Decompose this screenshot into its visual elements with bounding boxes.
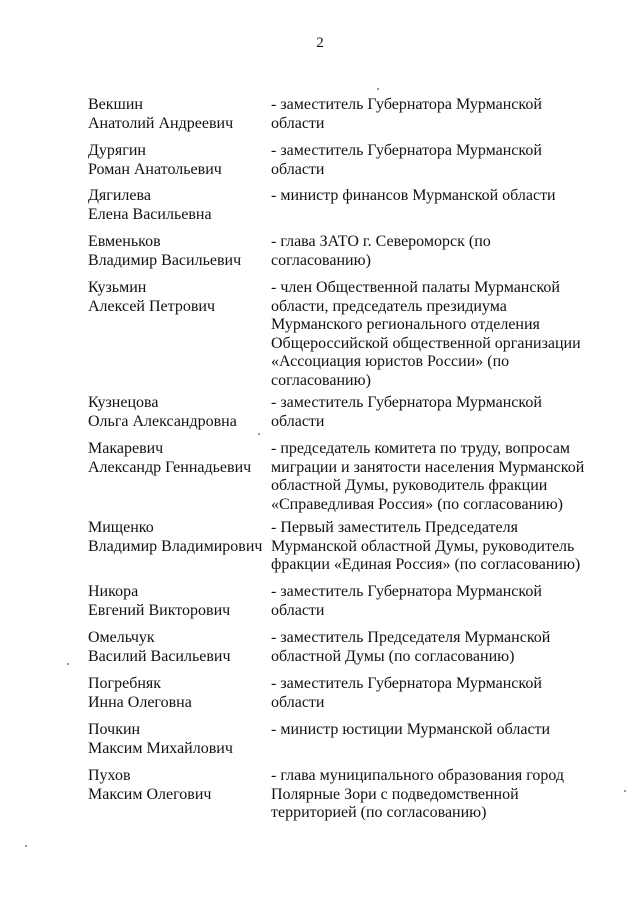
member-position: [271, 96, 586, 133]
position-line: согласованию): [271, 251, 371, 269]
member-given-names: Инна Олеговна: [88, 693, 192, 711]
position-line: - заместитель Губернатора Мурманской: [271, 96, 542, 113]
position-line: Общероссийской общественной организации: [271, 334, 581, 352]
position-line: - министр финансов Мурманской области: [271, 187, 556, 204]
member-given-names: Владимир Владимирович: [88, 537, 263, 555]
position-line: области: [271, 693, 325, 711]
member-surname: Кузьмин: [88, 279, 147, 296]
member-surname: Дурягин: [88, 142, 146, 159]
member-name: [88, 96, 266, 133]
member-given-names: Роман Анатольевич: [88, 160, 222, 178]
member-name: [88, 233, 266, 270]
position-line: - Первый заместитель Председателя: [271, 519, 518, 536]
member-given-names: Елена Васильевна: [88, 205, 212, 223]
member-surname: Евменьков: [88, 233, 161, 250]
position-line: области: [271, 601, 325, 619]
member-position: [271, 629, 586, 666]
member-given-names: Василий Васильевич: [88, 647, 231, 665]
position-line: области: [271, 160, 325, 178]
member-position: [271, 519, 586, 575]
position-line: - заместитель Председателя Мурманской: [271, 629, 551, 646]
member-given-names: Владимир Васильевич: [88, 251, 242, 269]
scan-speck: [258, 433, 260, 435]
member-given-names: Анатолий Андреевич: [88, 114, 234, 132]
position-line: областной Думы, руководитель фракции: [271, 477, 548, 494]
position-line: «Ассоциация юристов России» (по: [271, 353, 510, 370]
member-name: [88, 675, 266, 712]
member-surname: Мищенко: [88, 519, 154, 536]
member-surname: Векшин: [88, 96, 143, 113]
position-line: Мурманского регионального отделения: [271, 316, 540, 333]
member-name: [88, 519, 266, 556]
member-surname: Погребняк: [88, 675, 162, 692]
member-given-names: Евгений Викторович: [88, 601, 231, 619]
position-line: Мурманской областной Думы, руководитель: [271, 537, 575, 555]
member-position: [271, 394, 586, 431]
member-position: [271, 767, 586, 823]
position-line: - председатель комитета по труду, вопросам: [271, 440, 571, 457]
position-line: «Справедливая Россия» (по согласованию): [271, 495, 563, 513]
member-name: [88, 187, 266, 224]
member-surname: Кузнецова: [88, 394, 159, 411]
scan-speck: [67, 663, 69, 665]
member-surname: Никора: [88, 583, 139, 600]
member-given-names: Алексей Петрович: [88, 297, 215, 315]
member-given-names: Максим Олегович: [88, 785, 212, 803]
position-line: миграции и занятости населения Мурманской: [271, 458, 585, 476]
member-surname: Макаревич: [88, 440, 164, 457]
member-given-names: Ольга Александровна: [88, 412, 237, 430]
member-position: [271, 142, 586, 179]
position-line: области, председатель президиума: [271, 297, 507, 315]
member-position: [271, 583, 586, 620]
member-name: [88, 629, 266, 666]
member-name: [88, 767, 266, 804]
member-position: [271, 233, 586, 270]
position-line: Полярные Зори с подведомственной: [271, 785, 519, 803]
member-name: [88, 721, 266, 758]
position-line: фракции «Единая Россия» (по согласованию): [271, 556, 581, 573]
page-number: 2: [316, 35, 324, 51]
member-surname: Почкин: [88, 721, 141, 738]
member-name: [88, 583, 266, 620]
member-name: [88, 142, 266, 179]
position-line: - заместитель Губернатора Мурманской: [271, 675, 542, 692]
position-line: - заместитель Губернатора Мурманской: [271, 583, 542, 600]
member-name: [88, 279, 266, 316]
member-position: [271, 187, 586, 206]
position-line: - член Общественной палаты Мурманской: [271, 279, 560, 296]
member-name: [88, 440, 266, 477]
position-line: согласованию): [271, 371, 371, 389]
position-line: территорией (по согласованию): [271, 804, 487, 821]
scan-speck: [377, 88, 379, 90]
member-surname: Омельчук: [88, 629, 155, 646]
member-position: [271, 440, 586, 514]
member-name: [88, 394, 266, 431]
member-given-names: Максим Михайлович: [88, 739, 233, 757]
member-position: [271, 675, 586, 712]
member-position: [271, 721, 586, 740]
position-line: - глава муниципального образования город: [271, 767, 565, 784]
member-surname: Пухов: [88, 767, 131, 784]
position-line: областной Думы (по согласованию): [271, 647, 515, 665]
member-position: [271, 279, 586, 390]
member-surname: Дягилева: [88, 187, 151, 204]
position-line: области: [271, 412, 325, 430]
position-line: - глава ЗАТО г. Североморск (по: [271, 233, 491, 250]
scan-speck: [25, 845, 27, 847]
position-line: - министр юстиции Мурманской области: [271, 721, 551, 738]
position-line: области: [271, 114, 325, 132]
position-line: - заместитель Губернатора Мурманской: [271, 142, 542, 159]
member-given-names: Александр Геннадьевич: [88, 458, 252, 476]
position-line: - заместитель Губернатора Мурманской: [271, 394, 542, 411]
scan-speck: [624, 790, 626, 792]
